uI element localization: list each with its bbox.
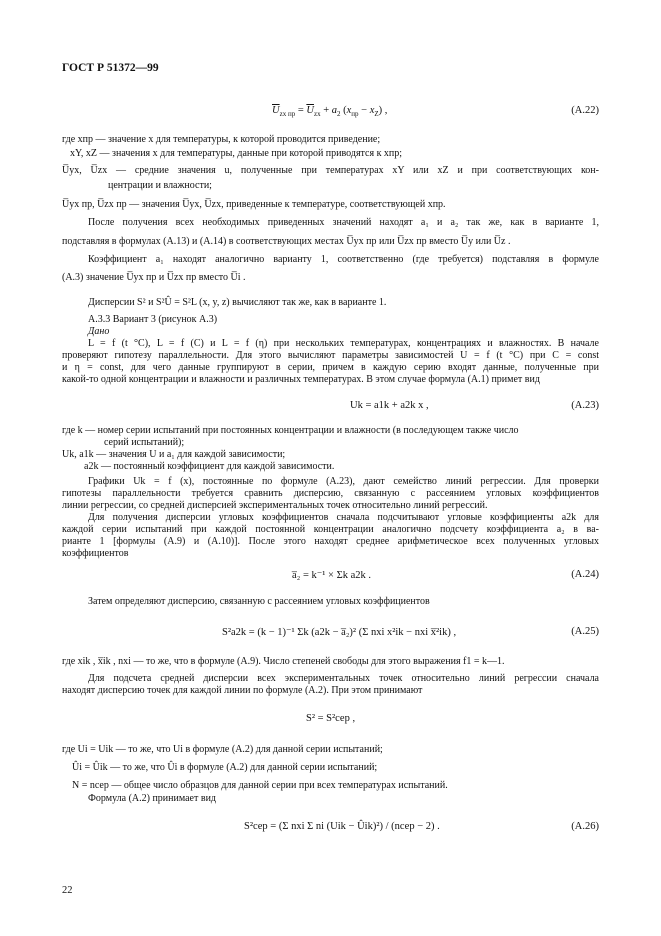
- def-uyx-pr: U̅yx пр, U̅zx пр — значения U̅yx, U̅zx, приведенные к температуре, соответствующей xпр.: [62, 199, 446, 210]
- para-6-line1: где xik , x̅ik , nxi — то же, что в формуле (А.9). Число степеней свободы для этого выражения f1 = k—1.: [62, 656, 505, 667]
- para-3-line4: какой-то одной концентрации и влажности и различных температурах. В этом случае формула (А.1) примет вид: [62, 374, 540, 385]
- para-7-line1: Для подсчета средней дисперсии всех экспериментальных точек относительно линий регрессии сначала: [88, 673, 599, 684]
- para-dispersions: Дисперсии S² и S²Û = S²L (x, y, z) вычисляют так же, как в варианте 1.: [88, 297, 387, 308]
- para-1-line1: После получения всех необходимых приведенных значений находят a₁ и a₂ так же, как в варианте 1,: [88, 217, 599, 228]
- para-a26-intro: Формула (А.2) принимает вид: [88, 793, 217, 804]
- formula-s2-scep: S² = S²сер ,: [306, 713, 356, 724]
- para-4-line1: Графики Uk = f (x), постоянные по формуле (А.23), дают семейство линий регрессии. Для проверки: [88, 476, 599, 487]
- def-k-cont: серий испытаний);: [104, 437, 185, 448]
- eq-number-a24: (А.24): [571, 569, 599, 580]
- page-number: 22: [62, 885, 73, 896]
- def-uyx-cont: центрации и влажности;: [108, 180, 212, 191]
- formula-a24: a̅₂ = k⁻¹ × Σk a2k .: [292, 570, 372, 581]
- def-a2k: a2k — постоянный коэффициент для каждой зависимости.: [84, 461, 335, 472]
- def-uyx-uzx: U̅yx, U̅zx — средние значения u, полученные при температурах xY или xZ и при соответствующих кон-: [62, 165, 599, 176]
- def-ui-hat: Ûi = Ûik — то же, что Ûi в формуле (А.2) для данной серии испытаний;: [72, 762, 378, 773]
- para-3-line3: и η = const, для чего данные группируют в серии, причем в каждую серию входят данные, полученные при: [62, 362, 599, 373]
- eq-number-a22: (А.22): [571, 105, 599, 116]
- para-3-line1: L = f (t °C), L = f (C) и L = f (η) при нескольких температурах, концентрациях и влажностях. В начале: [88, 338, 599, 349]
- para-3-line2: проверяют гипотезу параллельности. Для этого вычисляют параметры зависимостей U = f (t °C) при C = const: [62, 350, 599, 361]
- para-7-line2: находят дисперсию точек для каждой линии по формуле (А.2). При этом принимают: [62, 685, 423, 696]
- formula-a26: S²сер = (Σ nxi Σ ni (Uik − Ûik)²) / (nсер − 2) .: [244, 821, 440, 832]
- para-1-line2: подставляя в формулах (А.13) и (А.14) в соответствующих местах U̅yx пр или U̅zx пр вместо U̅y или U̅z .: [62, 236, 511, 247]
- def-uk: Uk, a1k — значения U и a₁ для каждой зависимости;: [62, 449, 286, 460]
- def-xy-xz: xY, xZ — значения x для температуры, данные при которой приводятся к xпр;: [70, 148, 403, 159]
- def-xpr: где xпр — значение x для температуры, к которой проводится приведение;: [62, 134, 381, 145]
- def-n-scep: N = nсер — общее число образцов для данной серии при всех температурах испытаний.: [72, 780, 448, 791]
- eq-number-a23: (А.23): [571, 400, 599, 411]
- para-2-line2: (А.3) значение U̅yx пр и U̅zx пр вместо U̅i .: [62, 272, 246, 283]
- para-5-line2: каждой серии испытаний при каждой постоянной концентрации аналогично подсчету коэффициента a₂ в ва-: [62, 524, 599, 535]
- formula-a22: $\overline{U}_{zx пр} = \overline{U}_{zx} + a_2$ $(x_{пр} - x_Z)$ ,: [272, 105, 388, 119]
- para-5-line1: Для получения дисперсии угловых коэффициентов сначала подсчитывают угловые коэффициенты a2k для: [88, 512, 599, 523]
- formula-a23: Uk = a1k + a2k x ,: [350, 400, 429, 411]
- section-a33: А.3.3 Вариант 3 (рисунок А.3): [88, 314, 218, 325]
- eq-number-a25: (А.25): [571, 626, 599, 637]
- para-2-line1: Коэффициент a₁ находят аналогично варианту 1, соответственно (где требуется) подставляя в формуле: [88, 254, 599, 265]
- para-4-line2: гипотезы параллельности требуется сравнить дисперсию, связанную с рассеянием угловых коэффициентов: [62, 488, 599, 499]
- def-k: где k — номер серии испытаний при постоянных концентрации и влажности (в последующем также число: [62, 425, 519, 436]
- document-header: ГОСТ Р 51372—99: [62, 62, 159, 74]
- eq-number-a26: (А.26): [571, 821, 599, 832]
- def-ui: где Ui = Uik — то же, что Ui в формуле (А.2) для данной серии испытаний;: [62, 744, 383, 755]
- formula-a25: S²a2k = (k − 1)⁻¹ Σk (a2k − a̅₂)² (Σ nxi x²ik − nxi x̅²ik) ,: [222, 627, 457, 638]
- label-dano: Дано: [88, 326, 110, 337]
- para-a25-intro: Затем определяют дисперсию, связанную с рассеянием угловых коэффициентов: [88, 596, 430, 607]
- para-4-line3: линии регрессии, со средней дисперсией экспериментальных точек относительно линий регрессий.: [62, 500, 488, 511]
- para-5-line4: коэффициентов: [62, 548, 129, 559]
- para-5-line3: рианте 1 [формулы (А.9) и (А.10)]. После этого находят среднее арифметическое всех полученных угловых: [62, 536, 599, 547]
